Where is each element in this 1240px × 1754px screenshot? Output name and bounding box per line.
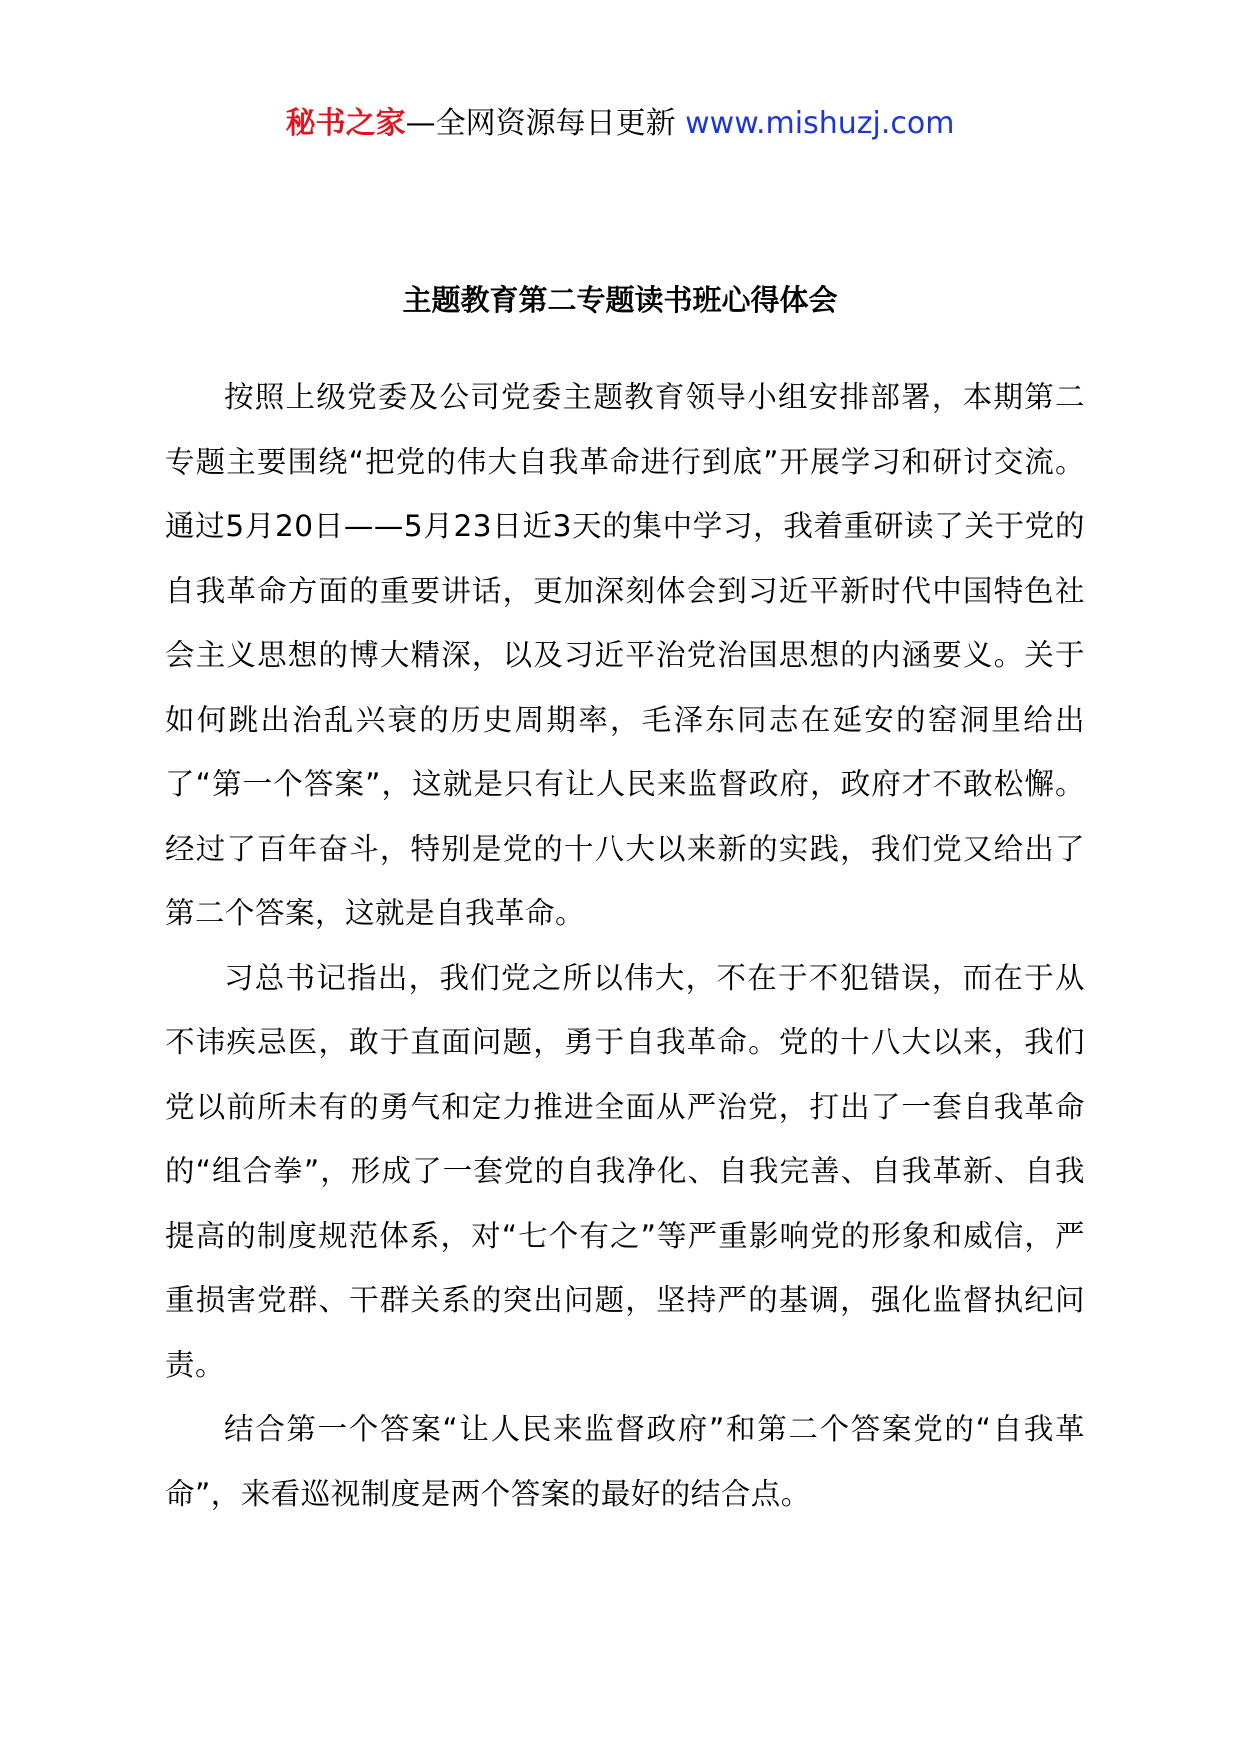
site-header [0, 100, 1240, 148]
document-body [165, 365, 1085, 1526]
brand-name: 秘书之家 [285, 106, 406, 141]
site-tagline: —全网资源每日更新 [405, 106, 676, 141]
paragraph: 结合第一个答案“让人民来监督政府”和第二个答案党的“自我革命”，来看巡视制度是两个答案的最好的结合点。 [165, 1412, 1085, 1511]
paragraph: 习总书记指出，我们党之所以伟大，不在于不犯错误，而在于从不讳疾忌医，敢于直面问题，勇于自我革命。党的十八大以来，我们党以前所未有的勇气和定力推进全面从严治党，打出了一套自我革命的“组合拳”，形成了一套党的自我净化、自我完善、自我革新、自我提高的制度规范体系，对“七个有之”等严重影响党的形象和威信，严重损害党群、干群关系的突出问题，坚持严的基调，强化监督执纪问责。 [165, 960, 1085, 1382]
site-url-link[interactable]: www.mishuzj.com [685, 106, 955, 141]
document-title: 主题教育第二专题读书班心得体会 [402, 283, 838, 317]
paragraph: 按照上级党委及公司党委主题教育领导小组安排部署，本期第二专题主要围绕“把党的伟大自我革命进行到底”开展学习和研讨交流。通过5月20日——5月23日近3天的集中学习，我着重研读了关于党的自我革命方面的重要讲话，更加深刻体会到习近平新时代中国特色社会主义思想的博大精深，以及习近平治党治国思想的内涵要义。关于如何跳出治乱兴衰的历史周期率，毛泽东同志在延安的窑洞里给出了“第一个答案”，这就是只有让人民来监督政府，政府才不敢松懈。经过了百年奋斗，特别是党的十八大以来新的实践，我们党又给出了第二个答案，这就是自我革命。 [165, 380, 1085, 930]
